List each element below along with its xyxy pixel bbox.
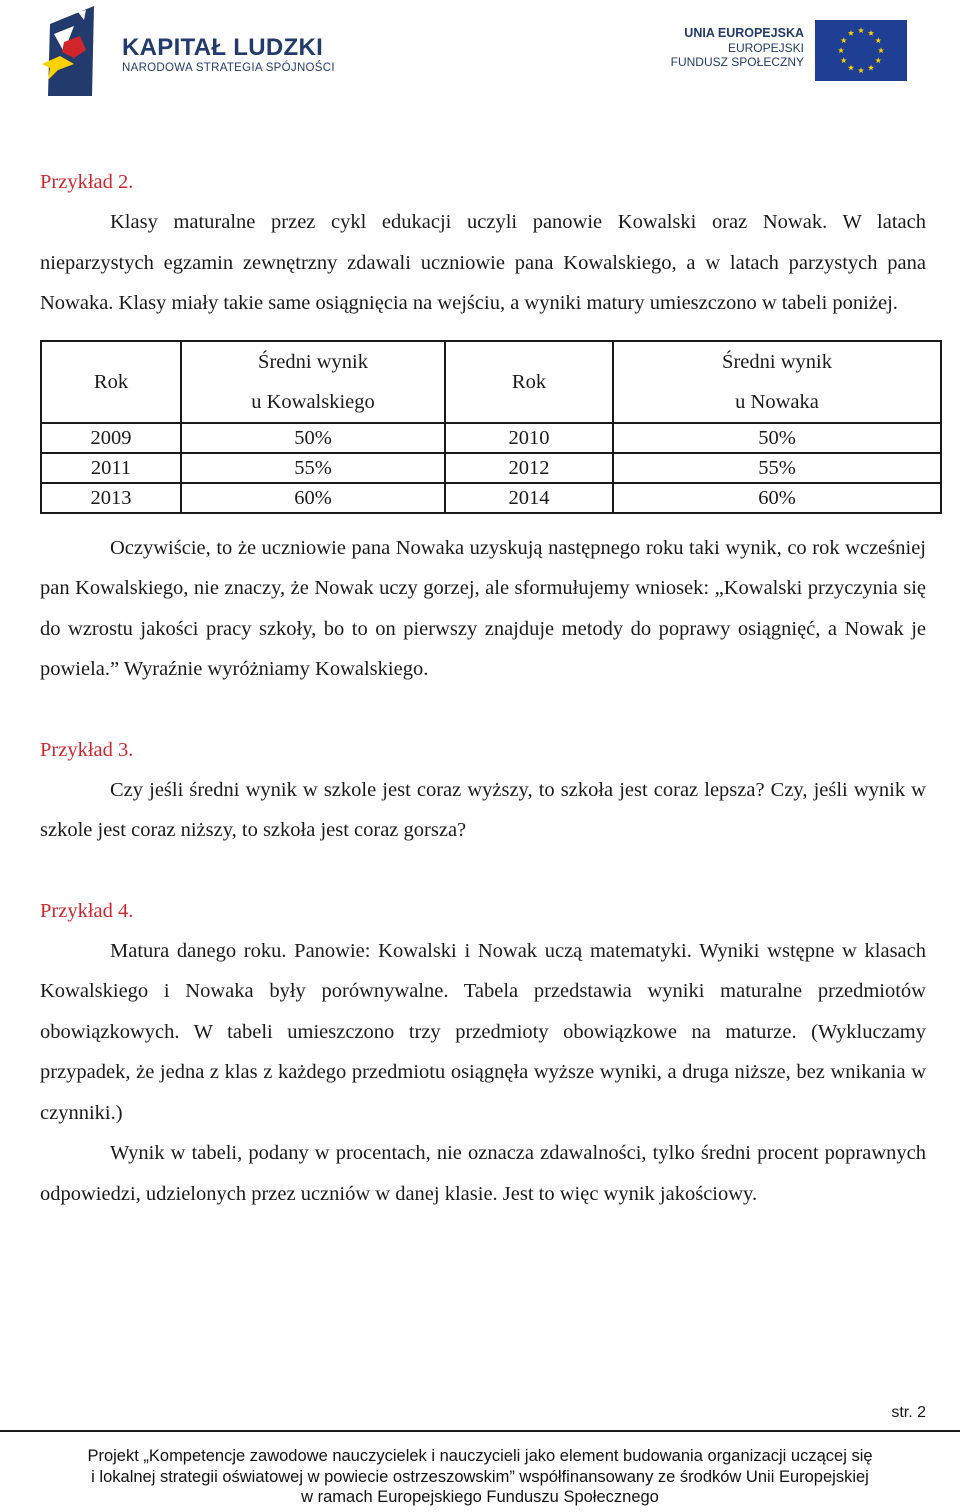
- header-year-nowak: Rok: [445, 341, 613, 423]
- table-row: [41, 423, 941, 453]
- table-cell: 2014: [445, 483, 613, 513]
- table-cell: 2012: [445, 453, 613, 483]
- example-2-conclusion: Oczywiście, to że uczniowie pana Nowaka uzyskują następnego roku taki wynik, co rok wcześniej pan Kowalskiego, nie znaczy, że Nowak uczy gorzej, ale sformułujemy wniosek: „Kowalski przyczynia się do wzrostu jakości pracy szkoły, bo to on pierwszy znajduje metody do poprawy osiągnięć, a Nowak je powiela.” Wyraźnie wyróżniamy Kowalskiego.: [40, 536, 926, 680]
- example-4-paragraph-2: Wynik w tabeli, podany w procentach, nie oznacza zdawalności, tylko średni procent poprawnych odpowiedzi, udzielonych przez uczniów w danej klasie. Jest to więc wynik jakościowy.: [40, 1142, 926, 1205]
- table-cell: 50%: [613, 423, 941, 453]
- page-header: [0, 0, 960, 110]
- kapital-ludzki-logo-icon: [40, 4, 100, 98]
- table-cell: 50%: [181, 423, 445, 453]
- table-cell: 60%: [181, 483, 445, 513]
- eu-line-3: FUNDUSZ SPOŁECZNY: [670, 55, 804, 69]
- example-4-paragraph-1: Matura danego roku. Panowie: Kowalski i Nowak uczą matematyki. Wyniki wstępne w klasach Kowalskiego i Nowaka były porównywalne. Tabela przedstawia wyniki maturalne przedmiotów obowiązkowych. W tabeli umieszczono trzy przedmioty obowiązkowe na maturze. (Wykluczamy przypadek, że jedna z klas z każdego przedmiotu osiągnęła wyższe wyniki, a druga niższe, bez wnikania w czynniki.): [40, 939, 926, 1124]
- eu-logo-text: [671, 26, 804, 70]
- table-row: [41, 483, 941, 513]
- document-body: [40, 162, 926, 1214]
- example-2-intro: Klasy maturalne przez cykl edukacji uczyli panowie Kowalski oraz Nowak. W latach nieparzystych egzamin zewnętrzny zdawali uczniowie pana Kowalskiego, a w latach parzystych pana Nowaka. Klasy miały takie same osiągnięcia na wejściu, a wyniki matury umieszczono w tabeli poniżej.: [40, 211, 926, 314]
- table-cell: 2013: [41, 483, 181, 513]
- example-3-text: Czy jeśli średni wynik w szkole jest coraz wyższy, to szkoła jest coraz lepsza? Czy, jeśli wynik w szkole jest coraz niższy, to szkoła jest coraz gorsza?: [40, 778, 926, 841]
- table-cell: 2011: [41, 453, 181, 483]
- footer-line-3: w ramach Europejskiego Funduszu Społecznego: [301, 1488, 659, 1506]
- page-footer: [0, 1446, 960, 1508]
- example-2-heading: Przykład 2.: [40, 171, 134, 193]
- example-3-heading: Przykład 3.: [40, 738, 134, 761]
- table-cell: 55%: [613, 453, 941, 483]
- example-4-heading: Przykład 4.: [40, 899, 134, 922]
- table-cell: 2009: [41, 423, 181, 453]
- page-number: str. 2: [891, 1404, 926, 1421]
- table-cell: 2010: [445, 423, 613, 453]
- table-cell: 55%: [181, 453, 445, 483]
- table-cell: 60%: [613, 483, 941, 513]
- eu-flag-icon: [815, 20, 907, 81]
- table-row: [41, 453, 941, 483]
- footer-line-2: i lokalnej strategii oświatowej w powiecie ostrzeszowskim” współfinansowany ze środków Unii Europejskiej: [91, 1467, 869, 1486]
- footer-divider: [0, 1430, 960, 1432]
- eu-line-2: EUROPEJSKI: [727, 40, 804, 55]
- footer-line-1: Projekt „Kompetencje zawodowe nauczycielek i nauczycieli jako element budowania organizacji uczącej się: [87, 1447, 873, 1465]
- header-year-kowalski: Rok: [41, 341, 181, 423]
- results-table: [40, 340, 942, 514]
- header-avg-nowak: Średni wynik u Nowaka: [613, 341, 941, 423]
- eu-line-1: UNIA EUROPEJSKA: [684, 26, 804, 40]
- table-header-row: [41, 341, 941, 423]
- header-avg-kowalski: Średni wynik u Kowalskiego: [181, 341, 445, 423]
- kapital-ludzki-title: KAPITAŁ LUDZKI: [122, 34, 324, 61]
- kapital-ludzki-subtitle: NARODOWA STRATEGIA SPÓJNOŚCI: [122, 62, 335, 74]
